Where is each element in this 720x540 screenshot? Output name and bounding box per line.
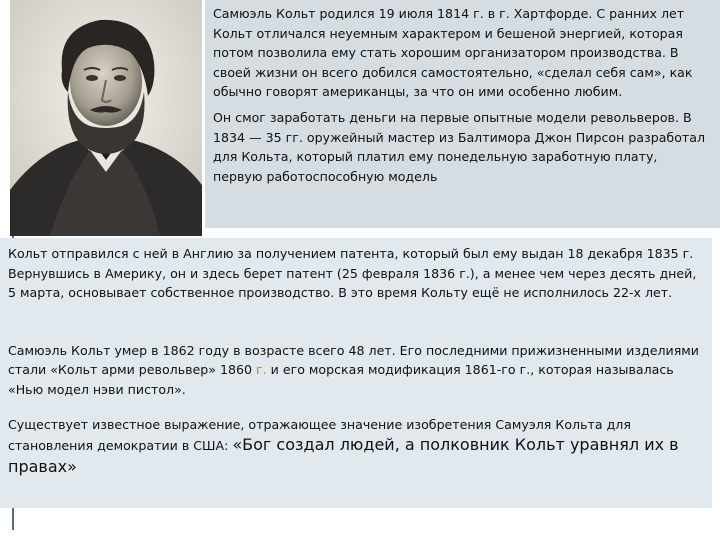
paragraph-death-text-a: Самюэль Кольт умер в 1862 году в возрасте всего 48 лет. Его последними прижизненными изделиями стали «Кольт арми револьвер» 1860 bbox=[8, 342, 699, 378]
colt-quote: «Бог создал людей, а полковник Кольт уравнял их в правах» bbox=[8, 435, 679, 477]
paragraph-death-accent: г. bbox=[256, 362, 267, 378]
intro-paragraph-birth: Самюэль Кольт родился 19 июля 1814 г. в г. Хартфорде. С ранних лет Кольт отличался неуемным характером и бешеной энергией, которая потом позволила ему стать хорошим организатором производства. В своей жизни он всего добился самостоятельно, «сделал себя сам», как обычно говорят американцы, за что он ими особенно любим. bbox=[213, 6, 693, 100]
paragraph-saying bbox=[0, 400, 712, 479]
intro-paragraph-revolver: Он смог заработать деньги на первые опытные модели револьверов. В 1834 — 35 гг. оружейный мастер из Балтимора Джон Пирсон разработал для Кольта, который платил ему понедельную заработную плату, первую работоспособную модель bbox=[213, 109, 706, 184]
paragraph-death bbox=[0, 303, 712, 400]
paragraph-saying-text: Существует известное выражение, отражающее значение изобретения Самуэля Кольта для становления демократии в США: bbox=[8, 416, 631, 454]
paragraph-patent: Кольт отправился с ней в Англию за получением патента, который был ему выдан 18 декабря 1835 г. Вернувшись в Америку, он и здесь берет патент (25 февраля 1836 г.), а менее чем через десять дней, 5 марта, основывает собственное производство. В это время Кольту ещё не исполнилось 22-х лет. bbox=[8, 246, 697, 301]
portrait-image bbox=[10, 0, 202, 236]
main-text-box bbox=[0, 238, 712, 508]
paragraph-death-text-c: и его морская модификация 1861-го г., которая называлась «Нью модел нэви пистол». bbox=[8, 362, 674, 397]
intro-text-box bbox=[205, 0, 720, 228]
portrait-icon bbox=[10, 0, 202, 236]
